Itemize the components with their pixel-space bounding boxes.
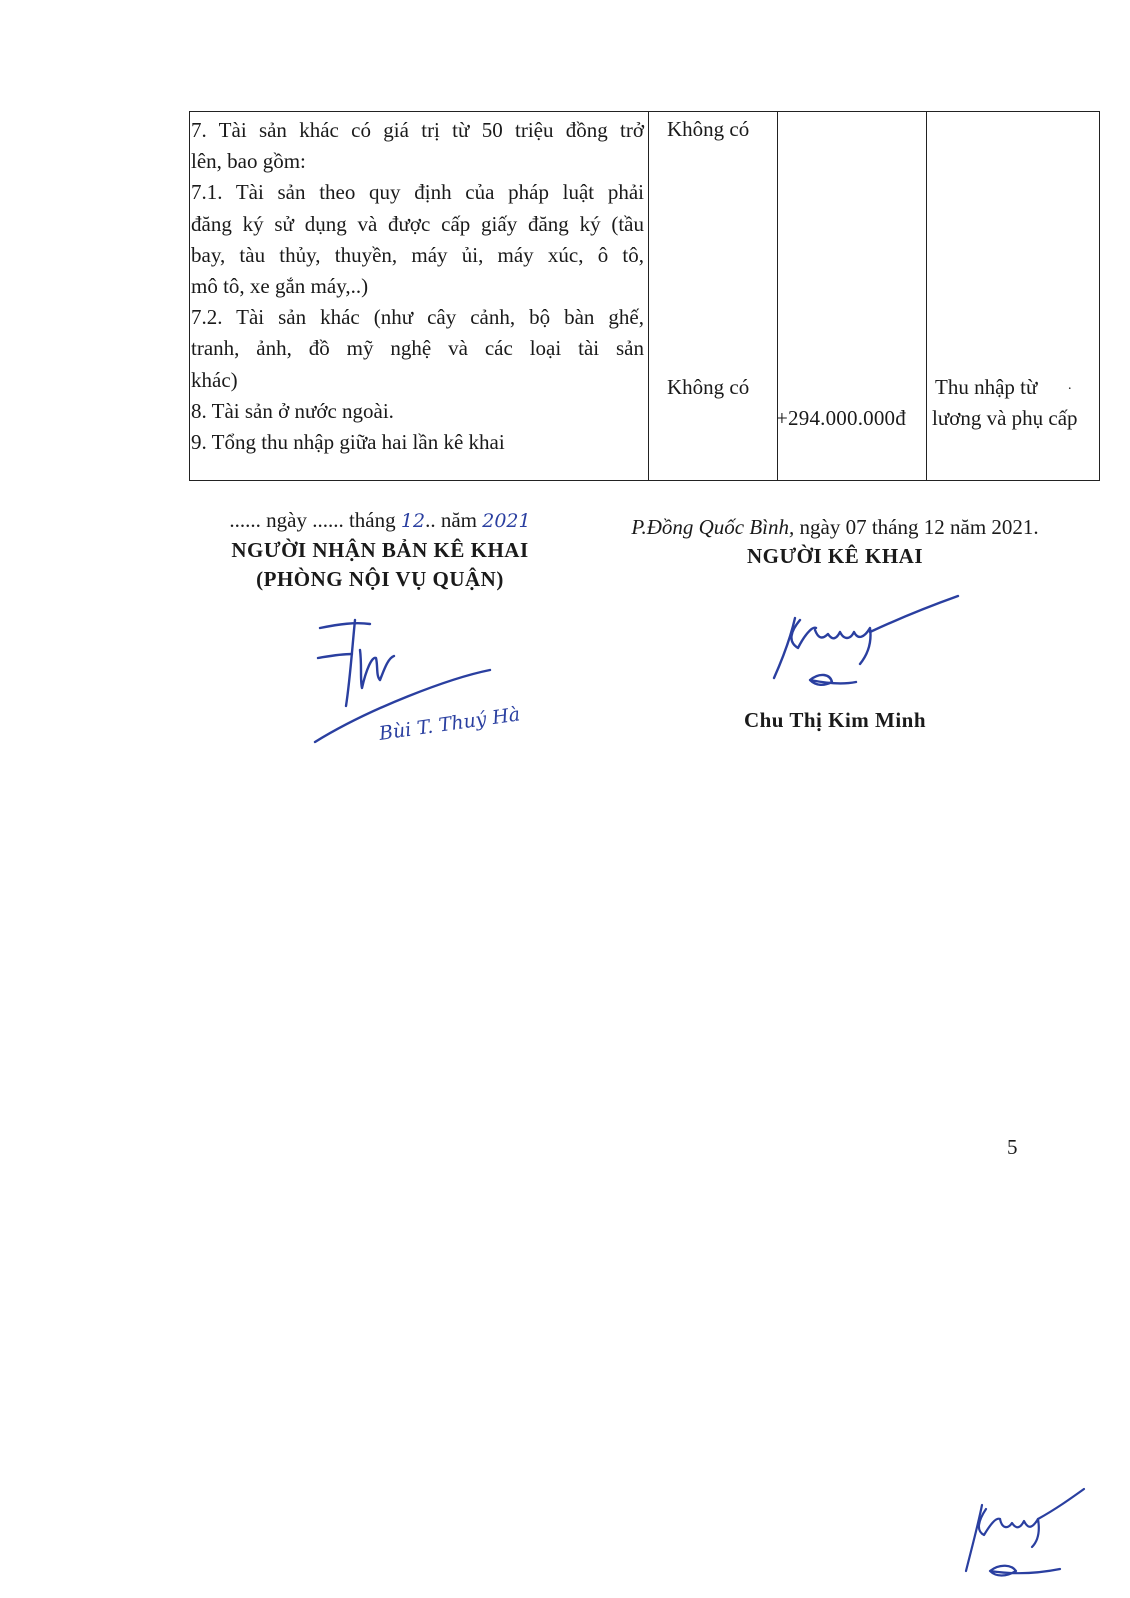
handwritten-year: 2021 [482,510,531,532]
declarant-place: P.Đồng Quốc Bình, [631,515,795,539]
status-item-8: Không có [667,375,750,399]
explanation-cell [927,112,1100,481]
description-line: 7. Tài sản khác có giá trị từ 50 triệu đồng trở [191,118,644,142]
stray-mark: . [1068,378,1072,393]
declarant-date-text: ngày 07 tháng 12 năm 2021. [794,515,1039,539]
declarant-block [600,512,1070,570]
description-line: 7.1. Tài sản theo quy định của pháp luật phải [191,180,644,205]
receiver-title: NGƯỜI NHẬN BẢN KÊ KHAI [231,538,529,562]
receiver-date [190,505,570,536]
table-row [190,112,1100,481]
receiver-department: (PHÒNG NỘI VỤ QUẬN) [256,567,504,591]
description-line: tranh, ảnh, đồ mỹ nghệ và các loại tài sản [191,336,644,361]
status-item-7: Không có [667,117,750,141]
change-amount-cell [778,112,927,481]
date-prefix: ...... ngày ...... tháng [229,508,396,532]
receiver-signed-name: Bùi T. Thuý Hà [377,703,522,745]
description-line: mô tô, xe gắn máy,..) [191,274,369,299]
declarant-signature [760,590,970,700]
description-line: bay, tàu thủy, thuyền, máy ủi, máy xúc, ô tô, [191,242,644,267]
description-line: đăng ký sử dụng và được cấp giấy đăng ký (tầu [191,211,644,236]
receiver-signature [300,610,590,760]
declarant-date [600,512,1070,542]
year-label: .. năm [425,508,477,532]
receiver-block [190,505,570,594]
status-cell [649,112,778,481]
handwritten-month: 12 [400,510,426,532]
page-number: 5 [1007,1135,1018,1159]
asset-table [189,111,1100,481]
description-line: 7.2. Tài sản khác (như cây cảnh, bộ bàn ghế, [191,305,644,330]
explanation-line: lương và phụ cấp [932,406,1078,430]
explanation-line: Thu nhập từ [935,375,1038,399]
description-line: 8. Tài sản ở nước ngoài. [191,398,394,423]
description-line: lên, bao gồm: [191,149,306,174]
asset-description-cell [190,112,649,481]
asset-description [190,112,648,458]
description-line: 9. Tổng thu nhập giữa hai lần kê khai [191,430,505,455]
description-line: khác) [191,367,238,392]
increase-amount: +294.000.000đ [776,406,906,430]
declarant-title: NGƯỜI KÊ KHAI [746,544,924,568]
page-initial [960,1485,1090,1585]
declarant-name: Chu Thị Kim Minh [743,708,927,732]
